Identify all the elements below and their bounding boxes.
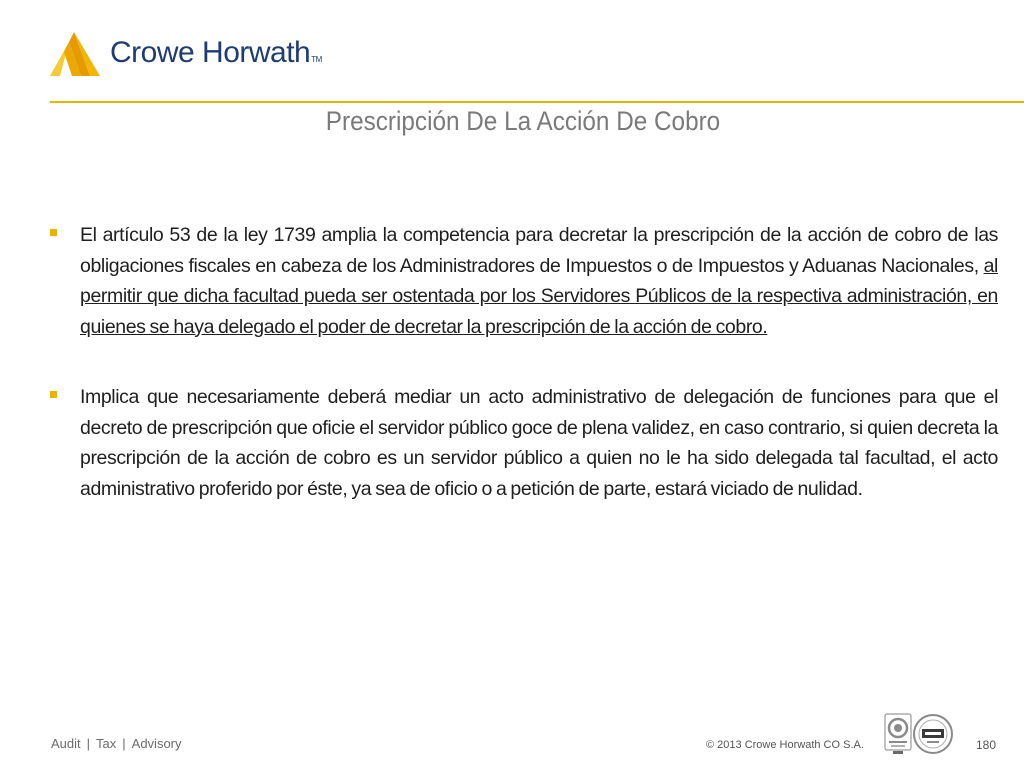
bullet-list xyxy=(50,220,998,544)
iso-certification-seal-icon xyxy=(884,713,912,755)
slide-title: Prescripción De La Acción De Cobro xyxy=(325,106,721,136)
bullet-text: Implica que necesariamente deberá mediar un acto administrativo de delegación de funciones para que el decreto de prescripción que oficie el servidor público goce de plena validez, en caso contrario, si quien decreta la prescripción de la acción de cobro es un servidor público a quien no le ha sido delegada tal facultad, el acto administrativo proferido por éste, ya sea de oficio o a petición de parte, estará viciado de nulidad. xyxy=(80,386,998,500)
service-tax: Tax xyxy=(96,736,117,751)
crowe-horwath-logo-mark-icon xyxy=(50,32,100,78)
separator: | xyxy=(86,736,91,751)
service-advisory: Advisory xyxy=(131,736,182,751)
bullet-text: El artículo 53 de la ley 1739 amplia la competencia para decretar la prescripción de la acción de cobro de las obligaciones fiscales en cabeza de los Administradores de Impuestos o de Impuestos y Aduanas Nacionales, al permitir que dicha facultad pueda ser ostentada por los Servidores Públicos de la respectiva administración, en quienes se haya delegado el poder de decretar la prescripción de la acción de cobro. xyxy=(80,224,998,338)
trademark-label: TM xyxy=(311,55,322,64)
iqnet-certification-seal-icon xyxy=(912,713,954,755)
separator: | xyxy=(122,736,126,751)
copyright-notice: © 2013 Crowe Horwath CO S.A. xyxy=(706,739,864,751)
service-lines xyxy=(51,736,182,751)
underlined-text: al permitir que dicha facultad pueda ser ostentada por los Servidores Públicos de la respectiva administración, en quienes se haya delegado el poder de decretar la prescripción de la acción de cobro. xyxy=(80,254,998,338)
header-divider xyxy=(50,101,1024,103)
bullet-item xyxy=(50,382,998,504)
brand-name: Crowe HorwathTM xyxy=(110,36,322,69)
square-bullet-icon xyxy=(50,229,57,236)
service-audit: Audit xyxy=(51,736,81,751)
bullet-item xyxy=(50,220,998,342)
page-number: 180 xyxy=(976,738,997,752)
square-bullet-icon xyxy=(50,391,57,398)
